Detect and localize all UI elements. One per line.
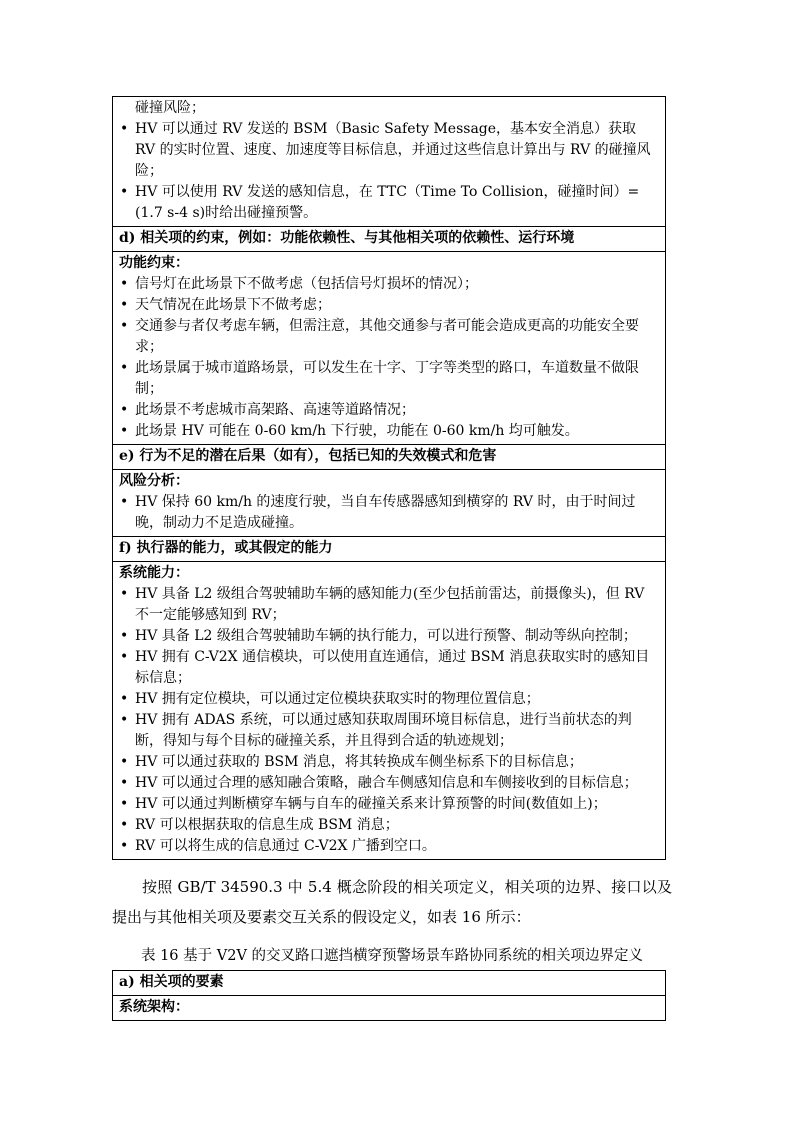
bullet-list xyxy=(119,119,659,224)
item-definition-table-continued xyxy=(112,96,666,860)
section-header-row xyxy=(113,971,666,996)
previous-section-cell xyxy=(113,97,666,227)
section-header-row xyxy=(113,445,666,470)
continued-text: 碰撞风险； xyxy=(135,100,205,116)
bullet-list xyxy=(119,492,659,534)
list-item: • RV 可以将生成的信息通过 C-V2X 广播到空口。 xyxy=(119,836,659,857)
list-item: • 此场景属于城市道路场景，可以发生在十字、丁字等类型的路口，车道数量不做限制； xyxy=(119,358,659,400)
bullet-list xyxy=(119,584,659,857)
section-header-f: f) 执行器的能力，或其假定的能力 xyxy=(113,537,666,562)
section-subtitle: 系统能力： xyxy=(119,565,189,581)
section-header-e: e) 行为不足的潜在后果（如有），包括已知的失效模式和危害 xyxy=(113,445,666,470)
list-item: • RV 可以根据获取的信息生成 BSM 消息； xyxy=(119,815,659,836)
list-item: • HV 可以通过判断横穿车辆与自车的碰撞关系来计算预警的时间(数值如上)； xyxy=(119,794,659,815)
list-item: • 信号灯在此场景下不做考虑（包括信号灯损坏的情况）； xyxy=(119,274,659,295)
section-body-a xyxy=(113,996,666,1021)
list-item: • HV 具备 L2 级组合驾驶辅助车辆的感知能力(至少包括前雷达，前摄像头)，但 RV 不一定能够感知到 RV； xyxy=(119,584,659,626)
list-item: • HV 拥有 C-V2X 通信模块，可以使用直连通信，通过 BSM 消息获取实时的感知目标信息； xyxy=(119,647,659,689)
section-subtitle: 系统架构： xyxy=(119,999,189,1015)
section-body-row xyxy=(113,562,666,860)
previous-section-row xyxy=(113,97,666,227)
section-header-row xyxy=(113,537,666,562)
section-body-e xyxy=(113,470,666,537)
list-item: • HV 拥有定位模块，可以通过定位模块获取实时的物理位置信息； xyxy=(119,689,659,710)
bullet-list xyxy=(119,274,659,442)
list-item: • HV 保持 60 km/h 的速度行驶，当自车传感器感知到横穿的 RV 时，由于时间过晚，制动力不足造成碰撞。 xyxy=(119,492,659,534)
section-header-row xyxy=(113,227,666,252)
section-header-a: a) 相关项的要素 xyxy=(113,971,666,996)
list-item: • HV 可以使用 RV 发送的感知信息，在 TTC（Time To Collision，碰撞时间）=(1.7 s-4 s)时给出碰撞预警。 xyxy=(119,182,659,224)
list-item: • HV 具备 L2 级组合驾驶辅助车辆的执行能力，可以进行预警、制动等纵向控制； xyxy=(119,626,659,647)
list-item: • 此场景 HV 可能在 0-60 km/h 下行驶，功能在 0-60 km/h 均可触发。 xyxy=(119,421,659,442)
list-item: • HV 可以通过合理的感知融合策略，融合车侧感知信息和车侧接收到的目标信息； xyxy=(119,773,659,794)
list-item: • HV 拥有 ADAS 系统，可以通过感知获取周围环境目标信息，进行当前状态的判断，得知与每个目标的碰撞关系，并且得到合适的轨迹规划； xyxy=(119,710,659,752)
body-paragraph: 按照 GB/T 34590.3 中 5.4 概念阶段的相关项定义，相关项的边界、接口以及提出与其他相关项及要素交互关系的假设定义，如表 16 所示： xyxy=(112,878,672,926)
list-item: • 交通参与者仅考虑车辆，但需注意，其他交通参与者可能会造成更高的功能安全要求； xyxy=(119,316,659,358)
section-body-row xyxy=(113,470,666,537)
section-body-f xyxy=(113,562,666,860)
section-body-row xyxy=(113,996,666,1021)
list-item: • HV 可以通过获取的 BSM 消息，将其转换成车侧坐标系下的目标信息； xyxy=(119,752,659,773)
item-boundary-table xyxy=(112,970,666,1021)
section-subtitle: 功能约束： xyxy=(119,255,189,271)
table-caption: 表 16 基于 V2V 的交叉路口遮挡横穿预警场景车路协同系统的相关项边界定义 xyxy=(140,948,644,964)
list-item: • 此场景不考虑城市高架路、高速等道路情况； xyxy=(119,400,659,421)
section-body-d xyxy=(113,252,666,445)
list-item: • 天气情况在此场景下不做考虑； xyxy=(119,295,659,316)
section-subtitle: 风险分析： xyxy=(119,473,189,489)
section-body-row xyxy=(113,252,666,445)
list-item: • HV 可以通过 RV 发送的 BSM（Basic Safety Message，基本安全消息）获取 RV 的实时位置、速度、加速度等目标信息，并通过这些信息计算出与 RV 的碰撞风险； xyxy=(119,119,659,182)
section-header-d: d) 相关项的约束，例如：功能依赖性、与其他相关项的依赖性、运行环境 xyxy=(113,227,666,252)
